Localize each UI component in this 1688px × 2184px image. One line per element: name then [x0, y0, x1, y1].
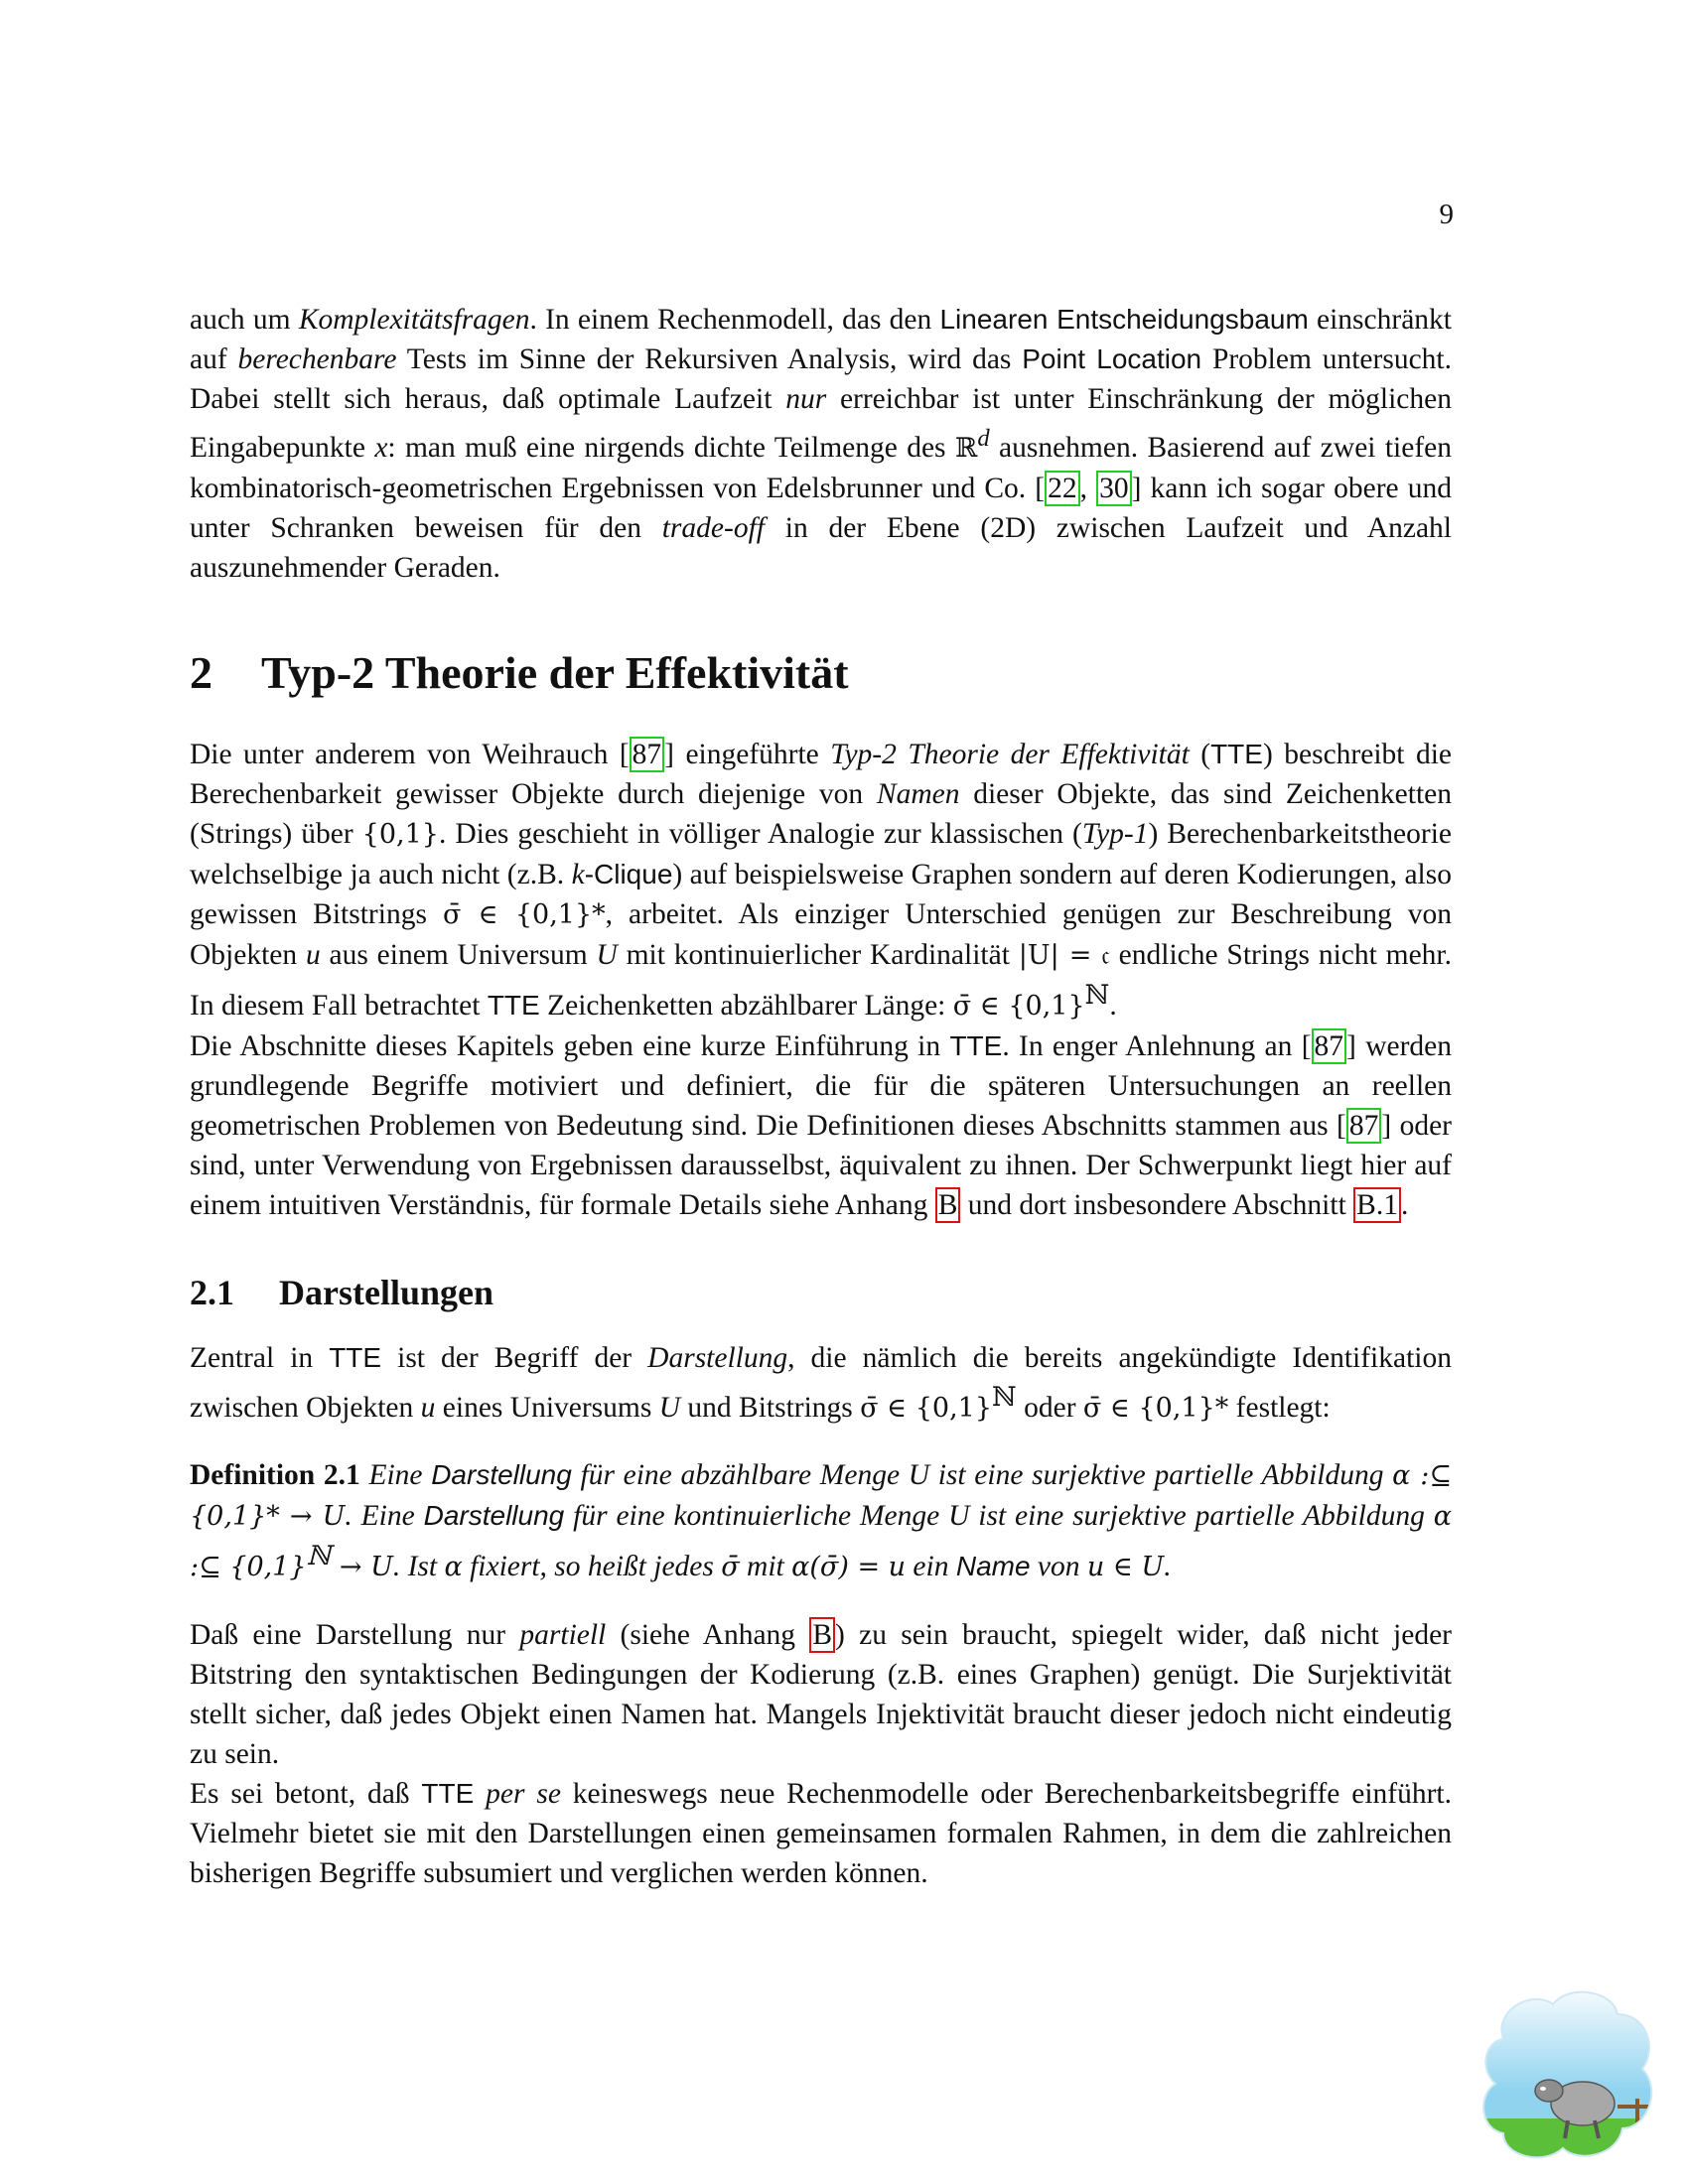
section-link-b1[interactable]: B.1 — [1353, 1187, 1401, 1223]
subsection-title: Darstellungen — [279, 1272, 493, 1312]
term-tte: TTE — [1210, 738, 1263, 769]
section-number: 2 — [190, 646, 212, 698]
definition-block: Definition 2.1 Eine Darstellung für eine abzählbare Menge U ist eine surjektive partielle Abbildung α :⊆ {0,1}* → U. Eine Darstellung für eine kontinuierliche Menge U ist eine surjektive partielle Abbildung α :⊆ $\{0,1\}^ℕ \to U$. Ist α fixiert, so heißt jedes σ̄ mit α(σ̄) = u ein Name von u ∈ U. — [190, 1459, 1452, 1583]
section-paragraph-1: Die unter anderem von Weihrauch [ 87 ] eingeführte Typ-2 Theorie der Effektivität (TTE) beschreibt die Berechenbarkeit gewisser Objekte durch diejenige von Namen dieser Objekte, das sind Zeichenketten (Strings) über {0,1}. Dies geschieht in völliger Analogie zur klassischen (Typ-1) Berechenbarkeitstheorie welchselbige ja auch nicht (z.B. k-Clique) auf beispielsweise Graphen sondern auf deren Kodierungen, also gewissen Bitstrings σ̄ ∈ {0,1}*, arbeitet. Als einziger Unterschied genügen zur Beschreibung von Objekten u aus einem Universum U mit kontinuierlicher Kardinalität |U| = 𝔠 endliche Strings nicht mehr. In diesem Fall betrachtet TTE Zeichenketten abzählbarer Länge: σ̄ ∈ $\{0,1\}^ℕ$. — [190, 738, 1453, 1022]
sheep-mascot-icon — [1474, 1979, 1662, 2168]
appendix-link-b[interactable]: B — [935, 1187, 961, 1223]
section-title: Typ-2 Theorie der Effektivität — [261, 646, 849, 698]
section-heading — [190, 647, 1452, 699]
citation-link-87[interactable]: 87 — [1346, 1108, 1382, 1144]
subsection-paragraph: Zentral in TTE ist der Begriff der Darstellung, die nämlich die bereits angekündigte Identifikation zwischen Objekten u eines Universums U und Bitstrings σ̄ ∈ $\{0,1\}^ℕ$ oder σ̄ ∈ {0,1}* festlegt: — [190, 1341, 1452, 1424]
citation-link-22[interactable]: 22 — [1045, 471, 1080, 506]
paragraph-after-definition-1: Daß eine Darstellung nur partiell (siehe Anhang B ) zu sein braucht, spiegelt wider, daß nicht jeder Bitstring den syntaktischen Bedingungen der Kodierung (z.B. eines Graphen) genügt. Die Surjektivität stellt sicher, daß jedes Objekt einen Namen hat. Mangels Injektivität braucht dieser jedoch nicht eindeutig zu sein. — [190, 1619, 1452, 1771]
definition-label: Definition 2.1 — [190, 1459, 360, 1492]
term-linear-decision-tree: Linearen Entscheidungsbaum — [939, 304, 1309, 335]
appendix-link-b[interactable]: B — [809, 1617, 835, 1653]
intro-paragraph: auch um Komplexitätsfragen. In einem Rechenmodell, das den Linearen Entscheidungsbaum einschränkt auf berechenbare Tests im Sinne der Rekursiven Analysis, wird das Point Location Problem untersucht. Dabei stellt sich heraus, daß optimale Laufzeit nur erreichbar ist unter Einschränkung der möglichen Eingabepunkte x: man muß eine nirgends dichte Teilmenge des ℝ$^d$ ausnehmen. Basierend auf zwei tiefen kombinatorisch-geometrischen Ergebnissen von Edelsbrunner und Co. [ 22 , 30 ] kann ich sogar obere und unter Schranken beweisen für den trade-off in der Ebene (2D) zwischen Laufzeit und Anzahl auszunehmender Geraden. — [190, 304, 1452, 584]
page-number: 9 — [1439, 199, 1454, 230]
subsection-heading — [190, 1271, 1452, 1314]
term-point-location: Point Location — [1022, 343, 1202, 374]
paragraph-after-definition-2: Es sei betont, daß TTE per se keineswegs neue Rechenmodelle oder Berechenbarkeitsbegriffe einführt. Vielmehr bietet sie mit den Darstellungen einen gemeinsamen formalen Rahmen, in dem die zahlreichen bisherigen Begriffe subsumiert und verglichen werden können. — [190, 1778, 1452, 1890]
citation-link-30[interactable]: 30 — [1096, 471, 1132, 506]
subsection-number: 2.1 — [190, 1272, 234, 1312]
citation-link-87[interactable]: 87 — [1312, 1028, 1347, 1064]
section-paragraph-2: Die Abschnitte dieses Kapitels geben eine kurze Einführung in TTE. In enger Anlehnung an [ 87 ] werden grundlegende Begriffe motiviert und definiert, die für die späteren Untersuchungen an reellen geometrischen Problemen von Bedeutung sind. Die Definitionen dieses Abschnitts stammen aus [ 87 ] oder sind, unter Verwendung von Ergebnissen darausselbst, äquivalent zu ihnen. Der Schwerpunkt liegt hier auf einem intuitiven Verständnis, für formale Details siehe Anhang B und dort insbesondere Abschnitt B.1 . — [190, 1029, 1453, 1221]
page-content — [190, 300, 1452, 1893]
citation-link-87[interactable]: 87 — [630, 737, 665, 772]
